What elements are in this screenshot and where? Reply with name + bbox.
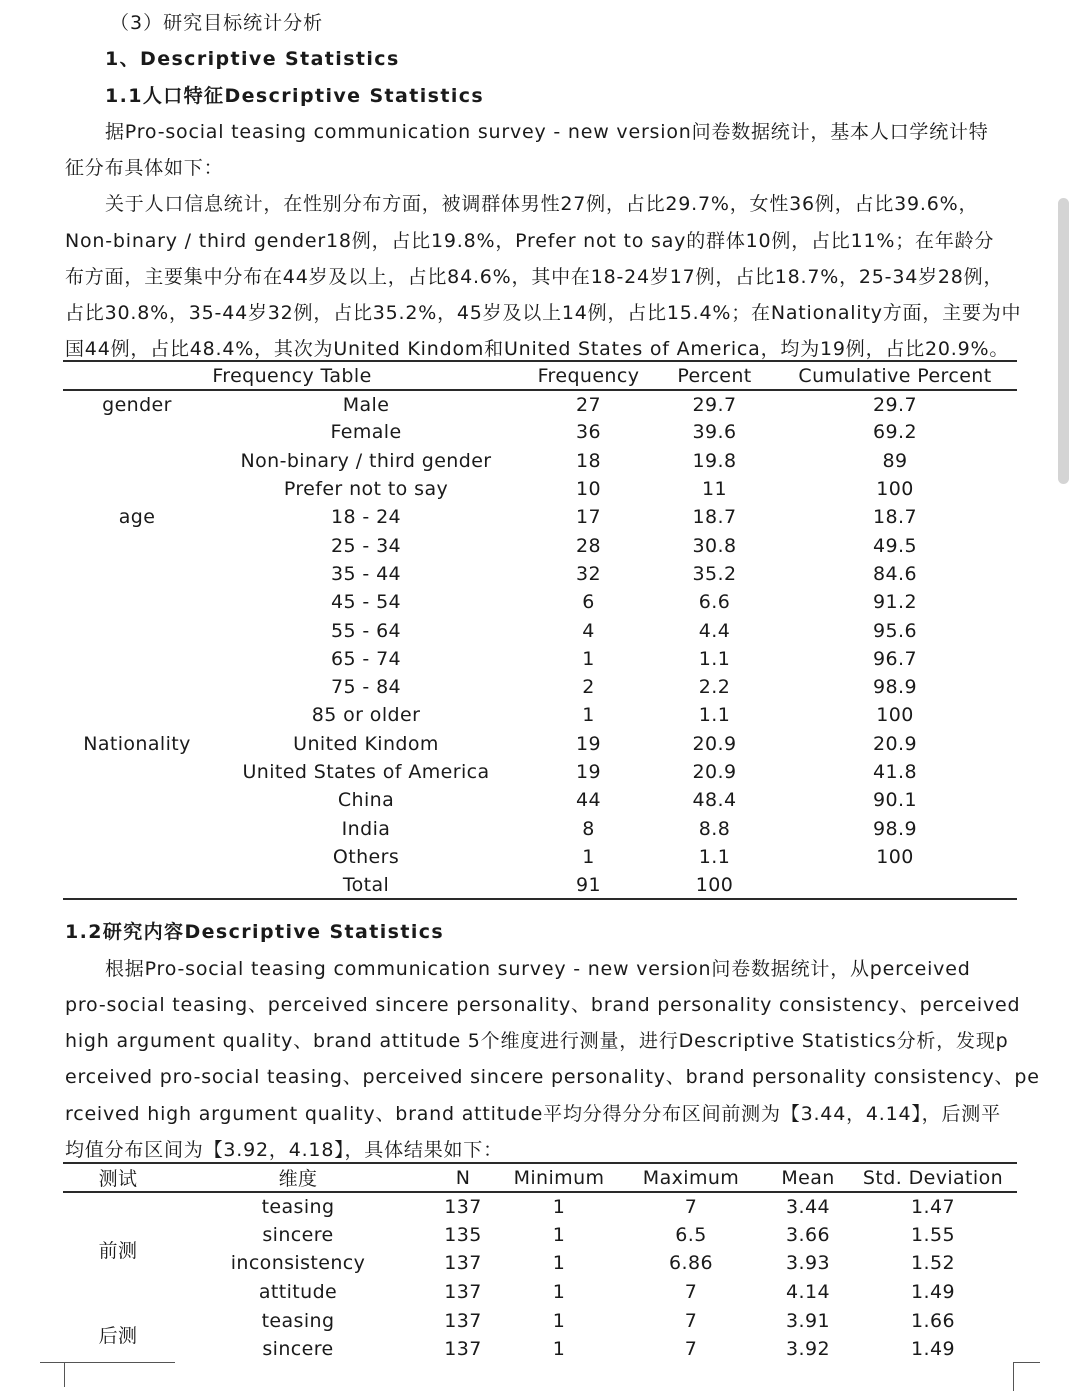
group-label-cell xyxy=(63,843,211,871)
table-row xyxy=(63,560,1017,588)
paragraph-line: 均值分布区间为【3.92，4.18】，具体结果如下： xyxy=(65,1139,503,1161)
table-row xyxy=(63,645,1017,673)
table-row xyxy=(63,1278,1017,1307)
mean-cell: 3.93 xyxy=(786,1252,830,1275)
paragraph-line: 国44例，占比48.4%，其次为United Kindom和United States of America，均为19例，占比20.9%。 xyxy=(65,338,1010,360)
table-row xyxy=(63,1306,1017,1335)
header-std-deviation: Std. Deviation xyxy=(849,1163,1017,1192)
paragraph-line: 征分布具体如下： xyxy=(65,157,224,179)
cumulative-percent-cell: 20.9 xyxy=(873,732,917,755)
group-label-cell: Nationality xyxy=(83,732,191,755)
table-row xyxy=(63,1192,1017,1221)
paragraph-line: 占比30.8%，35-44岁32例，占比35.2%，45岁及以上14例，占比15.4%；在Nationality方面，主要为中 xyxy=(65,302,1022,324)
cumulative-percent-cell: 100 xyxy=(876,478,914,501)
paragraph-line: high argument quality、brand attitude 5个维度进行测量，进行Descriptive Statistics分析，发现p xyxy=(65,1030,1009,1052)
n-cell: 137 xyxy=(444,1338,482,1361)
std-deviation-cell: 1.49 xyxy=(911,1281,955,1304)
group-label-cell xyxy=(63,758,211,786)
table-row xyxy=(63,531,1017,559)
frequency-cell: 2 xyxy=(582,676,595,699)
percent-cell: 29.7 xyxy=(692,393,737,416)
minimum-cell: 1 xyxy=(552,1195,566,1218)
dimension-cell: sincere xyxy=(262,1338,334,1361)
scrollbar[interactable] xyxy=(1058,198,1069,484)
cumulative-percent-cell: 100 xyxy=(876,704,914,727)
n-cell: 137 xyxy=(444,1309,482,1332)
paragraph-line: rceived high argument quality、brand attitude平均分得分分布区间前测为【3.44，4.14】，后测平 xyxy=(65,1103,1001,1125)
category-cell: 55 - 64 xyxy=(330,619,402,642)
frequency-cell: 28 xyxy=(576,534,601,557)
heading-1: 1、Descriptive Statistics xyxy=(105,48,400,70)
header-dimension: 维度 xyxy=(173,1163,423,1192)
category-cell: Male xyxy=(342,393,390,416)
dimension-cell: teasing xyxy=(261,1195,335,1218)
percent-cell: 11 xyxy=(702,478,727,501)
cumulative-percent-cell: 89 xyxy=(882,449,908,472)
mean-cell: 3.44 xyxy=(786,1195,830,1218)
cumulative-percent-cell: 95.6 xyxy=(873,619,917,642)
percent-cell: 6.6 xyxy=(698,591,731,614)
table-header-row xyxy=(63,361,1017,390)
table-row xyxy=(63,447,1017,475)
group-label-cell xyxy=(63,673,211,701)
table-row xyxy=(63,701,1017,729)
cumulative-percent-cell: 84.6 xyxy=(873,562,917,585)
heading-1-1: 1.1人口特征Descriptive Statistics xyxy=(105,85,485,107)
group-label-cell xyxy=(63,814,211,842)
category-cell: Prefer not to say xyxy=(283,478,449,501)
percent-cell: 100 xyxy=(695,873,734,896)
section-title: （3）研究目标统计分析 xyxy=(110,12,324,34)
frequency-table xyxy=(63,360,1017,900)
header-percent: Percent xyxy=(656,361,773,390)
category-cell: Total xyxy=(342,873,390,896)
minimum-cell: 1 xyxy=(552,1223,566,1246)
table-header-row xyxy=(63,1163,1017,1192)
group-label-cell: age xyxy=(118,506,156,529)
minimum-cell: 1 xyxy=(552,1252,566,1275)
group-label-cell xyxy=(63,786,211,814)
percent-cell: 1.1 xyxy=(698,647,731,670)
paragraph-line: erceived pro-social teasing、perceived sincere personality、brand personality consistency、pe xyxy=(65,1066,1040,1088)
category-cell: 65 - 74 xyxy=(330,647,402,670)
heading-1-2: 1.2研究内容Descriptive Statistics xyxy=(65,921,445,943)
category-cell: 45 - 54 xyxy=(330,591,402,614)
cumulative-percent-cell: 29.7 xyxy=(873,393,917,416)
percent-cell: 18.7 xyxy=(692,506,737,529)
group-label-cell xyxy=(63,560,211,588)
page-corner-mark xyxy=(1013,1362,1040,1391)
mean-cell: 3.66 xyxy=(786,1223,830,1246)
category-cell: China xyxy=(337,789,395,812)
table-row xyxy=(63,1249,1017,1278)
frequency-cell: 6 xyxy=(582,591,595,614)
mean-cell: 3.91 xyxy=(786,1309,830,1332)
dimension-cell: attitude xyxy=(258,1281,338,1304)
table-row xyxy=(63,730,1017,758)
n-cell: 135 xyxy=(444,1223,482,1246)
frequency-cell: 4 xyxy=(582,619,595,642)
maximum-cell: 6.5 xyxy=(675,1223,707,1246)
frequency-cell: 18 xyxy=(576,449,601,472)
dimension-cell: inconsistency xyxy=(230,1252,366,1275)
percent-cell: 8.8 xyxy=(698,817,731,840)
n-cell: 137 xyxy=(444,1281,482,1304)
category-cell: Others xyxy=(332,845,400,868)
page-corner-mark xyxy=(40,1362,175,1387)
paragraph-line: 关于人口信息统计，在性别分布方面，被调群体男性27例，占比29.7%，女性36例，占比39.6%， xyxy=(105,193,979,215)
cumulative-percent-cell: 98.9 xyxy=(873,676,917,699)
percent-cell: 39.6 xyxy=(692,421,737,444)
percent-cell: 1.1 xyxy=(698,704,731,727)
std-deviation-cell: 1.55 xyxy=(911,1223,955,1246)
percent-cell: 20.9 xyxy=(692,761,737,783)
category-cell: United Kindom xyxy=(293,732,439,755)
frequency-cell: 27 xyxy=(576,393,601,416)
group-label-cell xyxy=(63,616,211,644)
table-row xyxy=(63,843,1017,871)
table-row xyxy=(63,616,1017,644)
cumulative-percent-cell: 96.7 xyxy=(873,647,917,670)
test-group-cell: 后测 xyxy=(98,1325,138,1348)
n-cell: 137 xyxy=(444,1252,482,1275)
table-row xyxy=(63,475,1017,503)
maximum-cell: 7 xyxy=(684,1195,698,1218)
percent-cell: 20.9 xyxy=(692,732,737,755)
paragraph-line: 据Pro-social teasing communication survey - new version问卷数据统计，基本人口学统计特 xyxy=(105,121,989,143)
maximum-cell: 6.86 xyxy=(669,1252,713,1275)
group-label-cell xyxy=(63,447,211,475)
group-label-cell xyxy=(63,645,211,673)
cumulative-percent-cell: 100 xyxy=(876,845,914,868)
category-cell: Female xyxy=(330,421,402,444)
table-row xyxy=(63,1335,1017,1364)
std-deviation-cell: 1.47 xyxy=(911,1195,955,1218)
category-cell: 85 or older xyxy=(311,704,421,727)
category-cell: India xyxy=(341,817,391,840)
table-row xyxy=(63,786,1017,814)
frequency-cell: 44 xyxy=(576,789,601,812)
frequency-cell: 1 xyxy=(582,845,595,868)
percent-cell: 1.1 xyxy=(698,845,731,868)
category-cell: Non-binary / third gender xyxy=(240,449,492,472)
minimum-cell: 1 xyxy=(552,1281,566,1304)
header-minimum: Minimum xyxy=(503,1163,615,1192)
frequency-cell: 1 xyxy=(582,647,595,670)
table-row xyxy=(63,418,1017,446)
frequency-cell: 19 xyxy=(576,761,601,783)
maximum-cell: 7 xyxy=(684,1309,698,1332)
cumulative-percent-cell: 41.8 xyxy=(873,761,917,783)
percent-cell: 19.8 xyxy=(692,449,737,472)
total-row xyxy=(63,871,1017,899)
header-frequency: Frequency xyxy=(521,361,656,390)
percent-cell: 2.2 xyxy=(698,676,731,699)
frequency-cell: 1 xyxy=(582,704,595,727)
category-cell: 75 - 84 xyxy=(330,676,402,699)
mean-cell: 4.14 xyxy=(786,1281,830,1304)
table-row xyxy=(63,1221,1017,1250)
paragraph-line: pro-social teasing、perceived sincere personality、brand personality consistency、perceived xyxy=(65,994,1021,1016)
percent-cell: 48.4 xyxy=(692,789,737,812)
group-label-cell xyxy=(63,871,211,899)
cumulative-percent-cell: 91.2 xyxy=(873,591,917,614)
percent-cell: 4.4 xyxy=(698,619,731,642)
cumulative-percent-cell: 90.1 xyxy=(873,789,917,812)
header-test: 测试 xyxy=(63,1163,173,1192)
group-label-cell xyxy=(63,531,211,559)
header-maximum: Maximum xyxy=(615,1163,767,1192)
std-deviation-cell: 1.66 xyxy=(911,1309,955,1332)
percent-cell: 35.2 xyxy=(692,562,737,585)
cumulative-percent-cell: 69.2 xyxy=(873,421,917,444)
frequency-cell: 36 xyxy=(576,421,601,444)
table-row xyxy=(63,814,1017,842)
dimension-cell: teasing xyxy=(261,1309,335,1332)
paragraph-line: Non-binary / third gender18例，占比19.8%，Prefer not to say的群体10例，占比11%；在年龄分 xyxy=(65,230,995,252)
maximum-cell: 7 xyxy=(684,1338,698,1361)
table-row xyxy=(63,758,1017,786)
category-cell: 35 - 44 xyxy=(330,562,402,585)
descriptive-table xyxy=(63,1162,1017,1364)
header-mean: Mean xyxy=(767,1163,849,1192)
frequency-cell: 91 xyxy=(576,873,601,896)
frequency-cell: 19 xyxy=(576,732,601,755)
minimum-cell: 1 xyxy=(552,1309,566,1332)
minimum-cell: 1 xyxy=(552,1338,566,1361)
percent-cell: 30.8 xyxy=(692,534,737,557)
frequency-cell: 8 xyxy=(582,817,595,840)
cumulative-percent-cell: 98.9 xyxy=(873,817,917,840)
table-row xyxy=(63,390,1017,418)
cumulative-percent-cell: 18.7 xyxy=(873,506,917,529)
group-label-cell xyxy=(63,475,211,503)
group-label-cell: gender xyxy=(102,393,172,416)
group-label-cell xyxy=(63,418,211,446)
header-n: N xyxy=(423,1163,503,1192)
table-row xyxy=(63,588,1017,616)
n-cell: 137 xyxy=(444,1195,482,1218)
frequency-cell: 10 xyxy=(576,478,601,501)
category-cell: 18 - 24 xyxy=(330,506,402,529)
mean-cell: 3.92 xyxy=(786,1338,830,1361)
group-label-cell xyxy=(63,701,211,729)
std-deviation-cell: 1.52 xyxy=(911,1252,955,1275)
frequency-cell: 17 xyxy=(576,506,601,529)
test-group-cell: 前测 xyxy=(98,1240,138,1263)
table-row xyxy=(63,673,1017,701)
cumulative-percent-cell xyxy=(773,871,1017,899)
paragraph-line: 根据Pro-social teasing communication survey - new version问卷数据统计，从perceived xyxy=(105,958,971,980)
dimension-cell: sincere xyxy=(262,1223,334,1246)
header-frequency-table: Frequency Table xyxy=(63,361,521,390)
frequency-cell: 32 xyxy=(576,562,601,585)
header-cumulative-percent: Cumulative Percent xyxy=(773,361,1017,390)
table-row xyxy=(63,503,1017,531)
group-label-cell xyxy=(63,588,211,616)
category-cell: 25 - 34 xyxy=(330,534,402,557)
paragraph-line: 布方面，主要集中分布在44岁及以上，占比84.6%，其中在18-24岁17例，占比18.7%，25-34岁28例， xyxy=(65,266,1004,288)
maximum-cell: 7 xyxy=(684,1281,698,1304)
cumulative-percent-cell: 49.5 xyxy=(873,534,917,557)
category-cell: United States of America xyxy=(242,761,490,783)
std-deviation-cell: 1.49 xyxy=(911,1338,955,1361)
